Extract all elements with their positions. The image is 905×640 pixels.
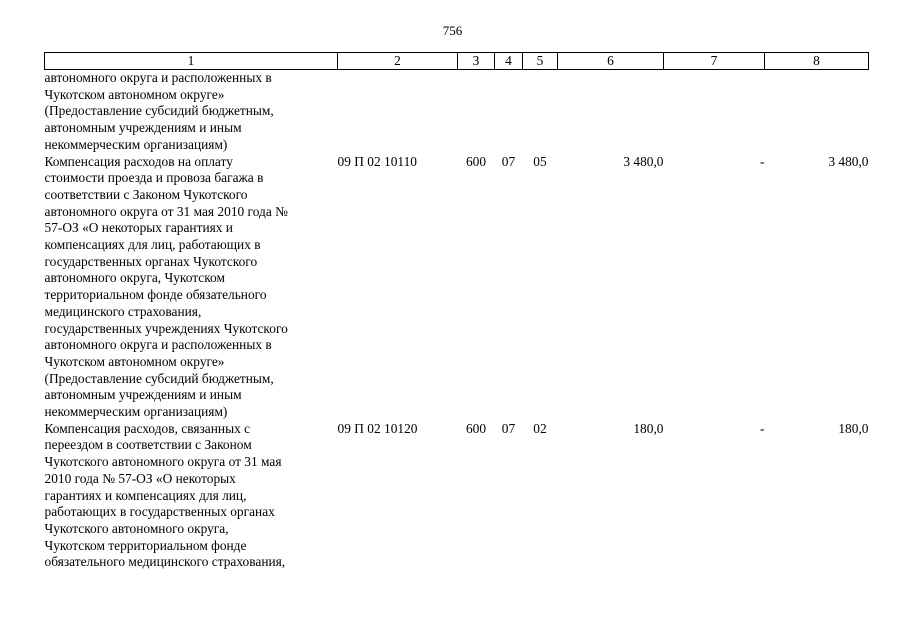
header-col-5: 5 — [523, 53, 558, 70]
header-col-2: 2 — [338, 53, 458, 70]
row-subsection: 02 — [533, 420, 547, 436]
row-section: 07 — [501, 153, 516, 169]
row-expense-type: 600 — [465, 420, 487, 436]
header-col-3: 3 — [458, 53, 495, 70]
table-row — [45, 154, 869, 421]
row-name: Компенсация расходов на оплату стоимости проезда и провоза багажа в соответствии с Законом Чукотского автономного округа от 31 мая 2010 года № 57-ОЗ «О некоторых гарантиях и компенсациях для лиц, работающих в государственных органах Чукотского автономного округа, Чукотском территориальном фонде обязательного медицинского страхования, государственных учреждениях Чукотского автономного округа и расположенных в Чукотском автономном округе» (Предоставление субсидий бюджетным, автономным учреждениям и иным некоммерческим организациям) — [44, 153, 288, 420]
header-col-8: 8 — [765, 53, 869, 70]
row-amount-col8: 180,0 — [838, 420, 869, 436]
row-expense-type — [458, 70, 495, 154]
row-amount-col8 — [765, 70, 869, 154]
row-subsection — [523, 70, 558, 154]
header-col-7: 7 — [664, 53, 765, 70]
row-amount-col8: 3 480,0 — [828, 153, 869, 169]
row-amount-col6: 180,0 — [633, 420, 664, 436]
table-row — [45, 70, 869, 154]
row-code: 09 П 02 10120 — [337, 420, 418, 436]
row-name: автономного округа и расположенных в Чукотском автономном округе» (Предоставление субсидий бюджетным, автономным учреждениям и иным некоммерческим организациям) — [44, 70, 274, 152]
header-col-6: 6 — [558, 53, 664, 70]
row-amount-col6 — [558, 70, 664, 154]
header-row — [45, 53, 869, 70]
row-amount-col7 — [664, 70, 765, 154]
budget-table — [44, 52, 869, 571]
row-amount-col6: 3 480,0 — [623, 153, 664, 169]
row-section: 07 — [501, 420, 516, 436]
row-amount-col7: - — [760, 153, 765, 169]
header-col-1: 1 — [45, 53, 338, 70]
table-row — [45, 421, 869, 571]
row-subsection: 05 — [533, 153, 547, 169]
page-number: 756 — [442, 23, 463, 38]
header-col-4: 4 — [495, 53, 523, 70]
row-expense-type: 600 — [465, 153, 487, 169]
row-code: 09 П 02 10110 — [337, 153, 417, 169]
row-code — [338, 70, 458, 154]
row-name: Компенсация расходов, связанных с переездом в соответствии с Законом Чукотского автономного округа от 31 мая 2010 года № 57-ОЗ «О некоторых гарантиях и компенсациях для лиц, работающих в государственных органах Чукотского автономного округа, Чукотском территориальном фонде обязательного медицинского страхования, — [44, 420, 286, 570]
row-section — [495, 70, 523, 154]
row-amount-col7: - — [760, 420, 765, 436]
